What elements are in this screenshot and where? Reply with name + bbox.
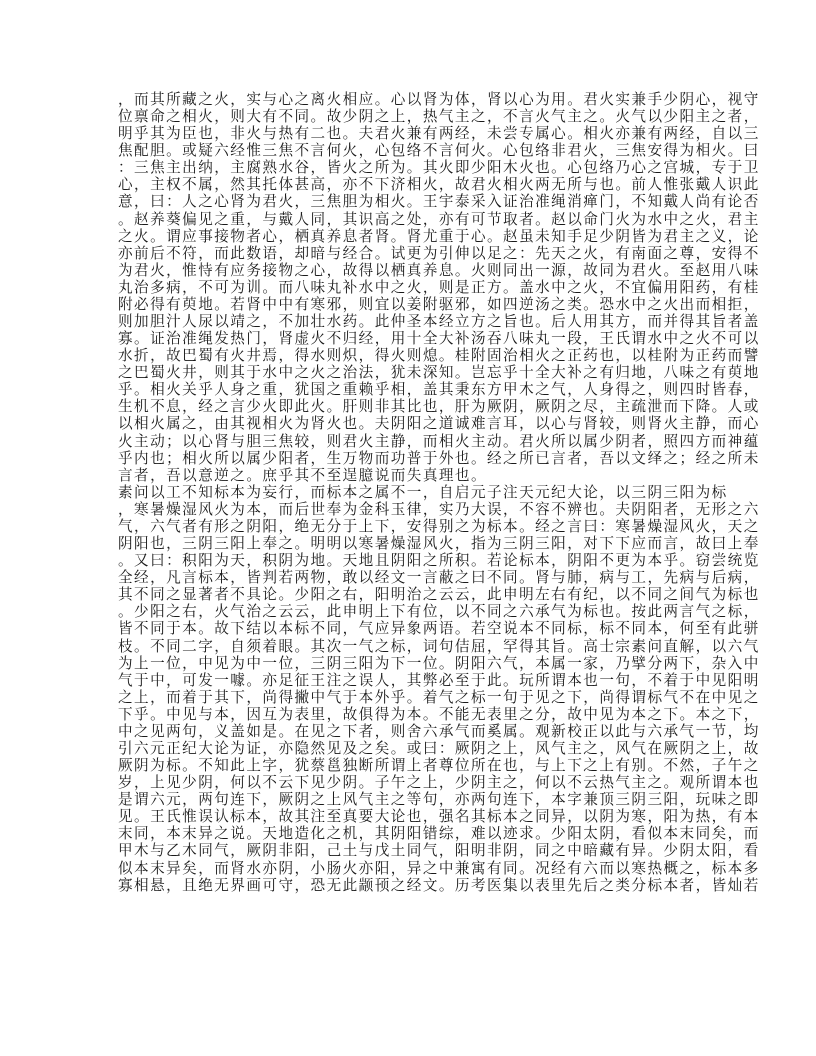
- document-page: [118, 91, 760, 894]
- text-line: 气，六气者有形之阴阳，绝无分于上下，安得别之为标本。经之言曰：寒暑燥湿风火，天之: [118, 517, 760, 535]
- text-line: 其不同之显著者不具论。少阳之右，阳明治之云云，此申明左右有纪，以不同之间气为标也: [118, 586, 760, 604]
- text-line: 则加胆汁人尿以靖之，不加壮水药。此仲圣本经立方之旨也。后人用其方，而并得其旨者盖: [118, 313, 760, 331]
- text-line: 心，主权不属，然其托体甚高，亦不下济相火，故君火相火两无所与也。前人惟张戴人识此: [118, 176, 760, 194]
- text-line: 岁，上见少阴，何以不云下见少阴。子午之上，少阴主之，何以不云热气主之。观所谓本也: [118, 774, 760, 792]
- text-line: 甲木与乙木同气，厥阴非阳，己土与戊土同气，阳明非阴，同之中暗藏有异。少阴太阳，看: [118, 842, 760, 860]
- text-line: 之火。谓应事接物者心，栖真养息者肾。肾尤重于心。赵虽未知手足少阴皆为君主之义，论: [118, 227, 760, 245]
- text-line: 见。王氏惟误认标本，故其注至真要大论也，强名其标本之同异，以阴为寒，阳为热，有本: [118, 808, 760, 826]
- text-line: 。少阳之右，火气治之云云，此申明上下有位，以不同之六承气为标也。按此两言气之标，: [118, 603, 760, 621]
- text-line: 火主动；以心肾与胆三焦较，则君火主静，而相火主动。君火所以属少阴者，照四方而神蕴: [118, 432, 760, 450]
- text-line: 生机不息，经之言少火即此火。肝则非其比也，肝为厥阴，厥阴之尽，主疏泄而下降。人或: [118, 398, 760, 416]
- text-line: 下乎。中见与本，因互为表里，故俱得为本。不能无表里之分，故中见为本之下。本之下，: [118, 705, 760, 723]
- text-line: 是谓六元，两句连下，厥阴之上风气主之等句，亦两句连下，本字兼顶三阴三阳，玩味之即: [118, 791, 760, 809]
- text-line: 丸治多病，不可为训。而八味丸补水中之火，则是正方。盖水中之火，不宜偏用阳药，有桂: [118, 278, 760, 296]
- text-line: 枝。不同二字，自须着眼。其次一气之标，词句佶屈，罕得其旨。高士宗素问直解，以六气: [118, 637, 760, 655]
- text-line: ：三焦主出纳，主腐熟水谷，皆火之所为。其火即少阳木火也。心包络乃心之宫城，专于卫: [118, 159, 760, 177]
- text-line: 似本末异矣，而肾水亦阴，小肠火亦阳，异之中兼寓有同。况经有六而以寒热概之，标本多: [118, 859, 760, 877]
- text-line: 以相火属之，由其视相火为肾火也。夫阴阳之道诚难言耳，以心与肾较，则肾火主静，而心: [118, 415, 760, 433]
- text-line: 气于中，可发一噱。亦足征王注之误人，其弊必至于此。玩所谓本也一句，不着于中见阳明: [118, 671, 760, 689]
- text-line: 。又曰：积阳为天，积阴为地。天地且阴阳之所积。若论标本，阴阳不更为本乎。窃尝统览: [118, 552, 760, 570]
- text-line: 中之见两句，义盖如是。在见之下者，则舍六承气而奚属。观新校正以此与六承气一节，均: [118, 722, 760, 740]
- text-line: 为君火，惟恃有应务接物之心，故得以栖真养息。火则同出一源，故同为君火。至赵用八味: [118, 261, 760, 279]
- text-line: 之巴蜀火井，则其于水中之火之治法，犹未深知。岂忘乎十全大补之有归地，八味之有萸地: [118, 364, 760, 382]
- paragraph-2: [118, 483, 760, 894]
- text-line: 之上，而着于其下，尚得撇中气于本外乎。着气之标一句于见之下，尚得谓标气不在中见之: [118, 688, 760, 706]
- text-line: 厥阴为标。不知此上字，犹蔡邕独断所谓上者尊位所在也，与上下之上有别。不然，子午之: [118, 757, 760, 775]
- text-line: 水折，故巴蜀有火井焉，得水则炽，得火则熄。桂附固治相火之正药也，以桂附为正药而譬: [118, 347, 760, 365]
- text-line: 引六元正纪大论为证，亦隐然见及之矣。或曰：厥阴之上，风气主之，风气在厥阴之上，故: [118, 739, 760, 757]
- text-line: 亦前后不符，而此数语，却暗与经合。试更为引伸以足之：先天之火，有南面之尊，安得不: [118, 244, 760, 262]
- text-line: 素问以工不知标本为妄行，而标本之属不一，自启元子注天元纪大论，以三阴三阳为标: [118, 483, 728, 501]
- text-line: 末同，本末异之说。天地造化之机，其阴阳错综，难以迹求。少阳太阴，看似本末同矣，而: [118, 825, 760, 843]
- text-line: 寡相悬，且绝无界画可守，恐无此颛顸之经文。历考医集以表里先后之类分标本者，皆灿若: [118, 876, 760, 894]
- text-line: 意，曰：人之心肾为君火，三焦胆为相火。王宇泰采入证治准绳消瘅门，不知戴人尚有论否: [118, 193, 760, 211]
- text-line: 乎内也；相火所以属少阳者，生万物而功普于外也。经之所已言者，吾以文绎之；经之所未: [118, 449, 760, 467]
- text-line: 言者，吾以意逆之。庶乎其不至逞臆说而失真理也。: [118, 466, 488, 484]
- text-line: 皆不同于本。故下结以本标不同，气应异象两语。若空说本不同标，标不同本，何至有此骈: [118, 620, 760, 638]
- text-line: 焦配胆。或疑六经惟三焦不言何火，心包络不言何火。心包络非君火，三焦安得为相火。曰: [118, 142, 760, 160]
- text-line: 附必得有萸地。若肾中中有寒邪，则宜以姜附驱邪，如四逆汤之类。恐水中之火出而相拒，: [118, 295, 760, 313]
- text-line: 位禀命之相火，则大有不同。故少阴之上，热气主之，不言火气主之。火气以少阳主之者，: [118, 108, 760, 126]
- text-line: ，寒暑燥湿风火为本，而后世奉为金科玉律，实乃大误，不容不辨也。夫阴阳者，无形之六: [118, 500, 760, 518]
- text-line: 阴阳也，三阴三阳上奉之。明明以寒暑燥湿风火，指为三阴三阳，对下下应而言，故曰上奉: [118, 535, 760, 553]
- text-line: 寡。证治准绳发热门，肾虚火不归经，用十全大补汤吞八味丸一段，王氏谓水中之火不可以: [118, 330, 760, 348]
- text-line: 明乎其为臣也，非火与热有二也。夫君火兼有两经，未尝专属心。相火亦兼有两经，自以三: [118, 125, 760, 143]
- text-line: 乎。相火关乎人身之重，犹国之重赖乎相，盖其秉东方甲木之气，人身得之，则四时皆春，: [118, 381, 760, 399]
- text-line: ，而其所藏之火，实与心之离火相应。心以肾为体，肾以心为用。君火实兼手少阴心，视守: [118, 91, 760, 108]
- text-line: 为上一位，中见为中一位，三阴三阳为下一位。阴阳六气，本属一家，乃擘分两下，杂入中: [118, 654, 760, 672]
- text-line: 全经，凡言标本，皆判若两物，敢以经文一言蔽之曰不同。肾与肺，病与工，先病与后病，: [118, 569, 760, 587]
- text-line: 。赵养葵偏见之重，与戴人同，其识高之处，亦有可节取者。赵以命门火为水中之火，君主: [118, 210, 760, 228]
- paragraph-1: [118, 91, 760, 484]
